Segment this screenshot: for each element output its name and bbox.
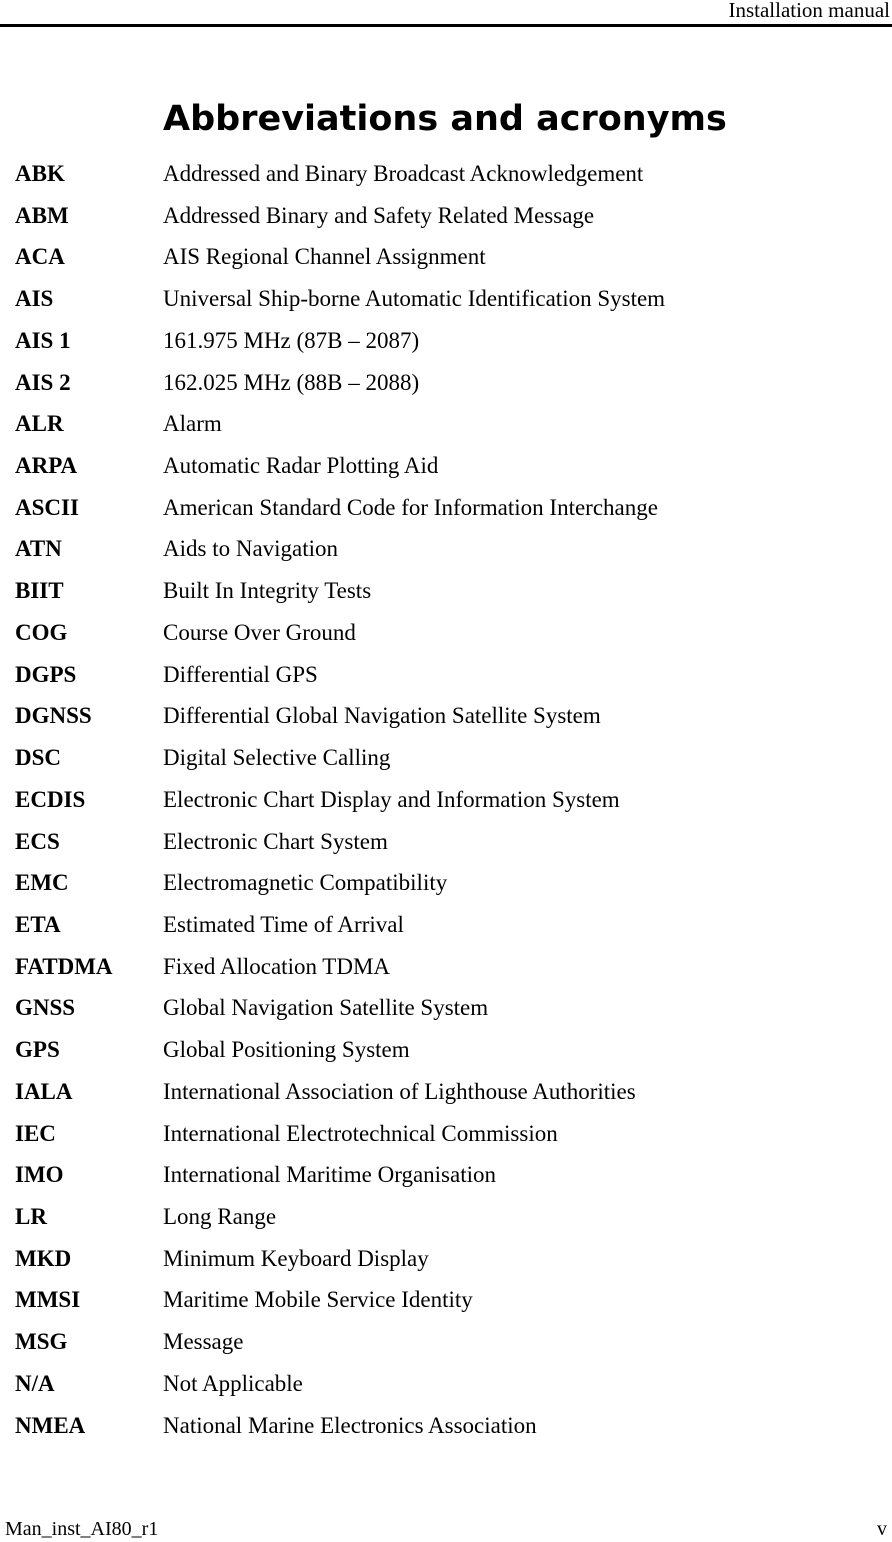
abbreviation-row — [15, 1196, 885, 1238]
abbreviation-definition: Digital Selective Calling — [163, 745, 391, 771]
abbreviation-term: MKD — [15, 1245, 72, 1271]
abbreviation-term: IEC — [15, 1120, 56, 1146]
abbreviation-definition: Aids to Navigation — [163, 536, 339, 562]
abbreviation-row — [15, 904, 885, 946]
abbreviation-definition: Automatic Radar Plotting Aid — [163, 453, 439, 479]
abbreviation-term: DGPS — [15, 661, 77, 687]
abbreviation-term: ACA — [15, 244, 65, 270]
abbreviation-term: ABM — [15, 202, 69, 228]
abbreviation-row — [15, 487, 885, 529]
abbreviation-term: LR — [15, 1203, 47, 1229]
abbreviation-definition: Universal Ship-borne Automatic Identification System — [163, 286, 666, 312]
abbreviation-row — [15, 695, 885, 737]
abbreviation-definition: Addressed Binary and Safety Related Message — [163, 202, 595, 228]
abbreviation-row — [15, 654, 885, 696]
abbreviation-definition: Minimum Keyboard Display — [163, 1245, 429, 1271]
abbreviation-definition: Global Navigation Satellite System — [163, 995, 489, 1021]
abbreviation-definition: Not Applicable — [163, 1370, 303, 1396]
abbreviation-definition: Differential GPS — [163, 661, 318, 687]
abbreviation-definition: Maritime Mobile Service Identity — [163, 1287, 473, 1313]
abbreviation-row — [15, 236, 885, 278]
abbreviation-definition: International Electrotechnical Commission — [163, 1120, 558, 1146]
abbreviation-row — [15, 821, 885, 863]
abbreviation-row — [15, 1405, 885, 1447]
abbreviation-term: FATDMA — [15, 953, 113, 979]
abbreviation-term: ARPA — [15, 453, 78, 479]
abbreviation-definition: Alarm — [163, 411, 222, 437]
abbreviation-term: AIS — [15, 286, 54, 312]
abbreviation-definition: Global Positioning System — [163, 1037, 410, 1063]
abbreviation-term: DSC — [15, 745, 62, 771]
abbreviation-row — [15, 153, 885, 195]
abbreviation-definition: International Maritime Organisation — [163, 1162, 496, 1188]
abbreviation-row — [15, 862, 885, 904]
abbreviation-row — [15, 1238, 885, 1280]
abbreviation-row — [15, 1279, 885, 1321]
abbreviation-term: ETA — [15, 911, 61, 937]
abbreviation-row — [15, 987, 885, 1029]
abbreviation-row — [15, 195, 885, 237]
abbreviation-definition: American Standard Code for Information Interchange — [163, 494, 658, 520]
abbreviation-row — [15, 1154, 885, 1196]
abbreviation-term: N/A — [15, 1370, 55, 1396]
abbreviation-term: DGNSS — [15, 703, 92, 729]
abbreviation-row — [15, 570, 885, 612]
abbreviation-definition: Message — [163, 1329, 244, 1355]
abbreviation-row — [15, 278, 885, 320]
abbreviation-row — [15, 362, 885, 404]
abbreviation-term: IALA — [15, 1078, 73, 1104]
abbreviation-definition: National Marine Electronics Association — [163, 1412, 537, 1438]
abbreviation-definition: Built In Integrity Tests — [163, 578, 372, 604]
header-rule — [0, 24, 892, 27]
abbreviation-row — [15, 1071, 885, 1113]
abbreviation-row — [15, 1113, 885, 1155]
abbreviation-term: ECDIS — [15, 786, 86, 812]
abbreviation-term: EMC — [15, 870, 69, 896]
abbreviation-term: ALR — [15, 411, 64, 437]
abbreviation-definition: Differential Global Navigation Satellite System — [163, 703, 601, 729]
abbreviation-term: GPS — [15, 1037, 60, 1063]
abbreviation-definition: 162.025 MHz (88B – 2088) — [163, 369, 420, 395]
abbreviation-definition: 161.975 MHz (87B – 2087) — [163, 327, 420, 353]
abbreviation-term: ECS — [15, 828, 60, 854]
abbreviation-row — [15, 779, 885, 821]
abbreviation-term: COG — [15, 619, 68, 645]
abbreviation-row — [15, 1363, 885, 1405]
abbreviation-term: MMSI — [15, 1287, 81, 1313]
abbreviation-definition: Estimated Time of Arrival — [163, 911, 404, 937]
abbreviation-definition: International Association of Lighthouse Authorities — [163, 1078, 636, 1104]
abbreviation-row — [15, 612, 885, 654]
page-title: Abbreviations and acronyms — [163, 99, 727, 139]
abbreviation-term: ASCII — [15, 494, 79, 520]
abbreviation-row — [15, 946, 885, 988]
footer-page-number: v — [877, 1518, 887, 1540]
abbreviation-definition: Fixed Allocation TDMA — [163, 953, 391, 979]
abbreviation-row — [15, 403, 885, 445]
abbreviation-term: GNSS — [15, 995, 76, 1021]
abbreviation-row — [15, 445, 885, 487]
abbreviation-term: AIS 2 — [15, 369, 71, 395]
abbreviation-definition: Addressed and Binary Broadcast Acknowledgement — [163, 161, 644, 186]
running-header-title: Installation manual — [728, 0, 890, 22]
abbreviation-term: AIS 1 — [15, 327, 71, 353]
abbreviation-term: BIIT — [15, 578, 64, 604]
abbreviation-definition: Course Over Ground — [163, 619, 356, 645]
abbreviation-definition: Electronic Chart System — [163, 828, 388, 854]
abbreviation-definition: Electronic Chart Display and Information System — [163, 786, 620, 812]
abbreviation-definition: AIS Regional Channel Assignment — [163, 244, 486, 270]
abbreviation-list — [15, 153, 885, 1446]
abbreviation-term: MSG — [15, 1329, 68, 1355]
abbreviation-term: NMEA — [15, 1412, 86, 1438]
abbreviation-definition: Electromagnetic Compatibility — [163, 870, 448, 896]
abbreviation-term: ABK — [15, 161, 65, 186]
abbreviation-row — [15, 320, 885, 362]
abbreviation-row — [15, 528, 885, 570]
abbreviation-term: IMO — [15, 1162, 64, 1188]
abbreviation-row — [15, 1321, 885, 1363]
footer-document-id: Man_inst_AI80_r1 — [5, 1518, 159, 1540]
abbreviation-row — [15, 1029, 885, 1071]
abbreviation-term: ATN — [15, 536, 62, 562]
abbreviation-definition: Long Range — [163, 1203, 277, 1229]
abbreviation-row — [15, 737, 885, 779]
